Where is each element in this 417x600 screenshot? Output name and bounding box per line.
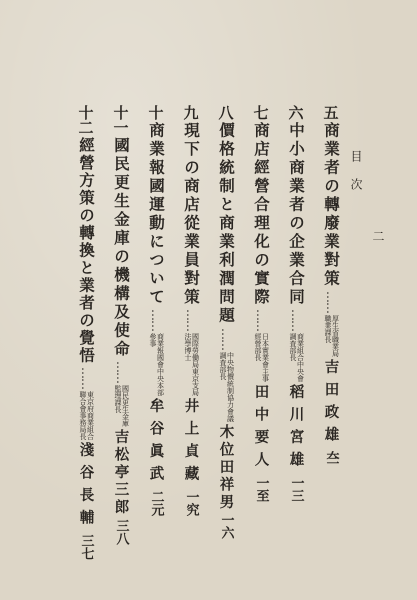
entry-number: 九 xyxy=(181,105,200,120)
entry-number: 十二 xyxy=(76,105,95,135)
entry-page: 一至 xyxy=(253,476,269,502)
leader-dots: …… xyxy=(324,290,338,313)
role-line: 經營部長 xyxy=(254,333,262,361)
toc-entry[interactable] xyxy=(320,105,342,466)
entry-title: 價格統制と商業利潤問題 xyxy=(217,122,236,326)
entry-page: 一六 xyxy=(218,513,234,539)
entry-number: 七 xyxy=(251,105,270,120)
entry-author: 吉田政雄 xyxy=(322,358,340,449)
entry-number: 六 xyxy=(286,105,305,120)
leader-dots: …… xyxy=(289,309,303,331)
entry-page: 一三 xyxy=(288,476,304,502)
entry-page: 一究 xyxy=(183,490,199,516)
role-line: 參事 xyxy=(149,333,157,347)
leader-dots: …… xyxy=(149,309,163,331)
author-role xyxy=(254,333,269,382)
entry-page: 二元 xyxy=(148,490,164,516)
role-line: 調査部長 xyxy=(219,351,227,380)
leader-dots: …… xyxy=(114,361,128,383)
entry-title: 國民更生金庫の機構及使命 xyxy=(112,137,131,359)
entry-title: 現下の商店從業員對策 xyxy=(182,122,201,307)
entry-title: 商業者の轉廢業對策 xyxy=(322,122,341,289)
role-line: 日本實業會主事 xyxy=(261,333,270,382)
entry-number: 八 xyxy=(216,105,235,120)
entry-title: 商店經營合理化の實際 xyxy=(252,122,271,307)
author-role xyxy=(289,333,304,382)
author-role xyxy=(114,385,129,427)
leader-dots: …… xyxy=(184,309,198,331)
toc-entry[interactable] xyxy=(110,105,132,547)
role-line: 國民更生金庫 xyxy=(121,385,130,427)
author-role xyxy=(219,352,234,422)
entry-author: 稻川宮雄 xyxy=(287,384,305,474)
entry-number: 十 xyxy=(146,105,165,120)
entry-author: 井上貞藏 xyxy=(182,398,200,488)
leader-dots: …… xyxy=(254,309,268,331)
role-line: 職業課長 xyxy=(324,314,332,343)
entry-title: 經營方策の轉換と業者の覺悟 xyxy=(77,137,96,365)
role-line: 監理課長 xyxy=(114,385,122,413)
role-line: 商業組合中央會 xyxy=(296,333,305,382)
toc-entry[interactable] xyxy=(75,105,97,562)
author-role xyxy=(79,391,94,440)
toc-entry[interactable] xyxy=(250,105,272,504)
role-line: 商業報國會中央本部 xyxy=(156,333,165,396)
entry-author: 木位田祥男 xyxy=(217,423,235,511)
leader-dots: …… xyxy=(79,366,93,389)
entry-page: 夳 xyxy=(323,450,339,464)
author-role xyxy=(184,333,199,396)
toc-entry[interactable] xyxy=(180,105,202,518)
entry-page: 三七 xyxy=(78,533,94,560)
role-line: 中央物價統制協力會議 xyxy=(226,351,235,422)
author-role xyxy=(149,333,164,396)
entry-page: 三八 xyxy=(113,518,129,545)
toc-entry[interactable] xyxy=(215,105,237,541)
entry-author: 田中要人 xyxy=(252,384,270,474)
role-line: 調査部長 xyxy=(289,333,297,361)
role-line: 法學博士 xyxy=(184,333,192,361)
entry-author: 牟谷眞武 xyxy=(147,398,165,488)
role-line: 東京府商業組合 xyxy=(86,390,95,440)
role-line: 國際勞働局東京支局 xyxy=(191,333,200,396)
page-folio: 二 xyxy=(371,230,385,242)
toc-heading: 目次 xyxy=(349,150,363,206)
leader-dots: …… xyxy=(219,327,233,350)
entry-author: 淺谷長輔 xyxy=(77,441,95,532)
entry-title: 中小商業者の企業合同 xyxy=(287,122,306,307)
entry-number: 五 xyxy=(321,105,340,120)
role-line: 聯合會事務局長 xyxy=(79,390,87,440)
entry-author: 吉松亭三郎 xyxy=(112,429,130,517)
toc-entry[interactable] xyxy=(145,105,167,518)
entry-number: 十一 xyxy=(111,105,130,135)
role-line: 厚生省職業局 xyxy=(331,314,340,357)
toc-entry[interactable] xyxy=(285,105,307,504)
entry-title: 商業報國運動について xyxy=(147,122,166,307)
author-role xyxy=(324,315,339,357)
